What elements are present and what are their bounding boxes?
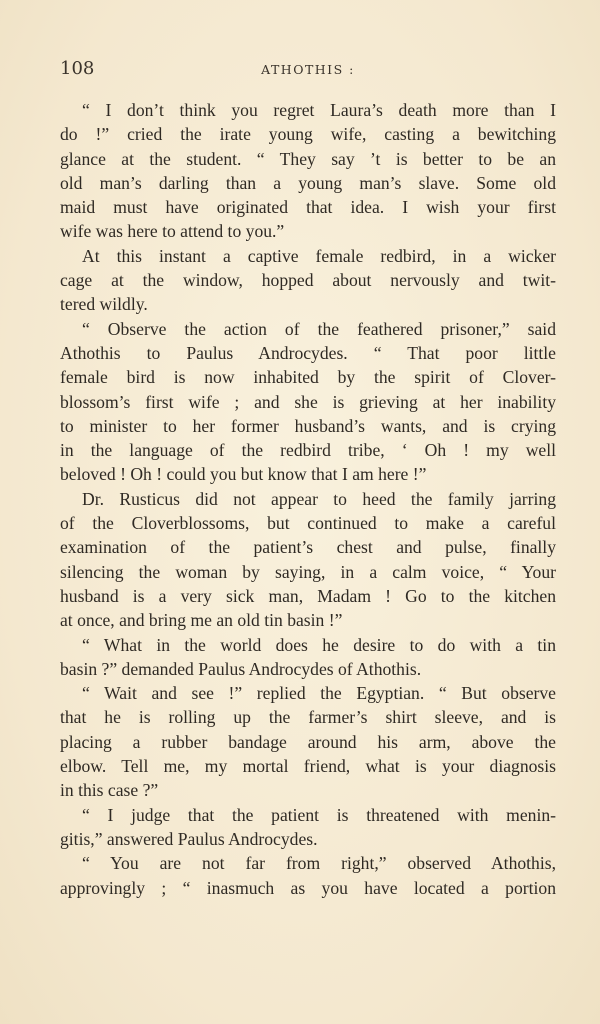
text-line: of the Cloverblossoms, but continued to make a careful (60, 513, 556, 534)
text-line: At this instant a captive female redbird, in a wicker (82, 245, 556, 266)
text-line: glance at the student. “ They say ’t is better to be an (60, 148, 556, 169)
text-line: “ I don’t think you regret Laura’s death more than I (82, 100, 556, 120)
text-line: “ I judge that the patient is threatened with menin- (82, 804, 556, 825)
text-line: Athothis to Paulus Androcydes. “ That poor little (60, 342, 556, 363)
text-line: “ What in the world does he desire to do with a tin (82, 634, 556, 655)
text-line: old man’s darling than a young man’s slave. Some old (60, 172, 556, 193)
text-line: placing a rubber bandage around his arm, above the (60, 731, 556, 752)
running-head: ATHOTHIS : (261, 62, 355, 77)
body-text (60, 98, 556, 900)
text-line: basin ?” demanded Paulus Androcydes of Athothis. (60, 658, 422, 679)
text-line: blossom’s first wife ; and she is grieving at her inability (60, 391, 556, 412)
text-line: gitis,” answered Paulus Androcydes. (60, 828, 318, 849)
text-line: elbow. Tell me, my mortal friend, what is your diagnosis (60, 756, 556, 777)
text-line: Dr. Rusticus did not appear to heed the family jarring (82, 488, 556, 509)
text-line: “ Observe the action of the feathered prisoner,” said (82, 318, 556, 339)
text-line: tered wildly. (60, 294, 148, 315)
text-line: examination of the patient’s chest and pulse, finally (60, 537, 556, 558)
text-line: “ You are not far from right,” observed Athothis, (82, 853, 556, 874)
text-line: do !” cried the irate young wife, casting a bewitching (60, 124, 556, 145)
text-line: female bird is now inhabited by the spirit of Clover- (60, 367, 556, 388)
page-number: 108 (60, 58, 95, 79)
text-line: to minister to her former husband’s wants, and is crying (60, 415, 556, 436)
text-line: in this case ?” (60, 780, 159, 801)
text-line: beloved ! Oh ! could you but know that I am here !” (60, 464, 427, 485)
text-line: cage at the window, hopped about nervously and twit- (60, 270, 556, 291)
text-line: maid must have originated that idea. I wish your first (60, 197, 556, 218)
text-line: silencing the woman by saying, in a calm voice, “ Your (60, 561, 556, 582)
text-line: in the language of the redbird tribe, ‘ Oh ! my well (60, 440, 556, 461)
text-line: at once, and bring me an old tin basin !” (60, 610, 343, 631)
text-line: that he is rolling up the farmer’s shirt sleeve, and is (60, 707, 556, 728)
page-header (60, 58, 556, 82)
text-line: wife was here to attend to you.” (60, 221, 285, 242)
text-line: husband is a very sick man, Madam ! Go to the kitchen (60, 585, 556, 606)
text-line: approvingly ; “ inasmuch as you have located a portion (60, 877, 556, 898)
text-line: “ Wait and see !” replied the Egyptian. “ But observe (82, 683, 556, 704)
